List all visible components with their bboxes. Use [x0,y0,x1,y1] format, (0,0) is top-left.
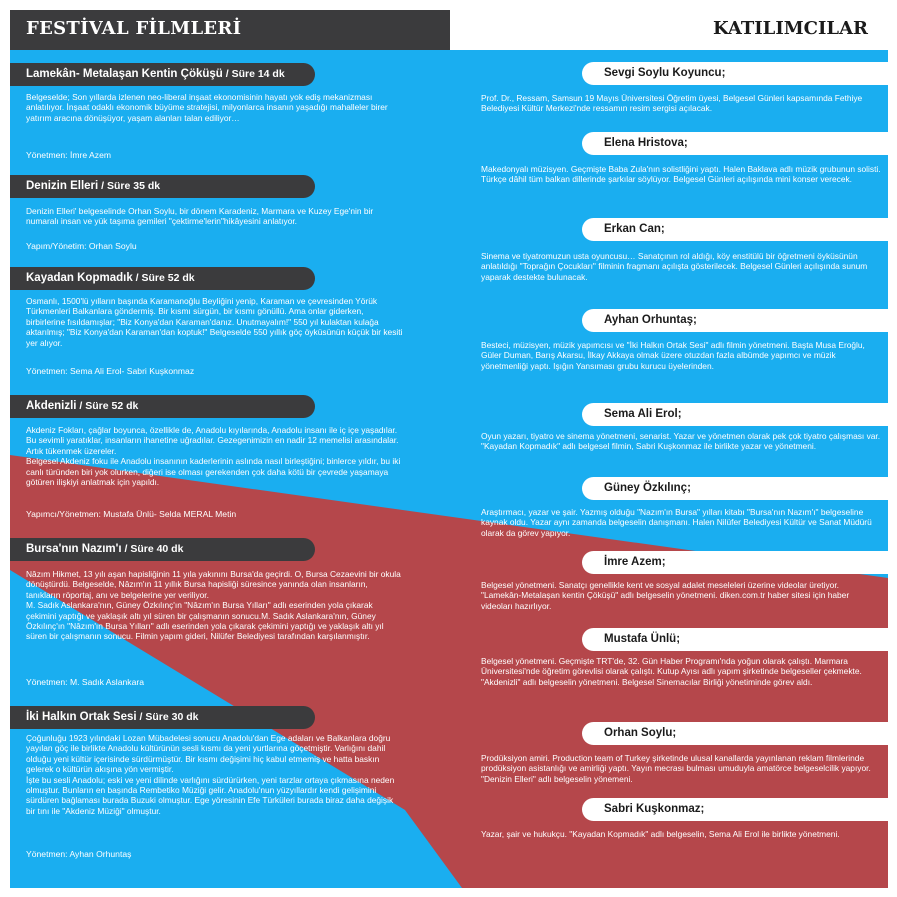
film-paragraph: Osmanlı, 1500'lü yılların başında Karamanoğlu Beyliğini yenip, Karaman ve çevresinden Yörük Türkmenleri Balkanlara göndermiş. Bir kısmı sürgün, bir kısmı gönüllü. Ama onlar giderken, birbirlerine fısıldamışlar; "Biz Konya'dan Karaman'danız. Unutmayalım!" 550 yıl kulaktan kulağa aktarılmış; "Biz Konya'dan Karaman'dan koptuk!" Belgeselde 550 yıllık göç öyküsünün küçük bir kesiti yer alıyor. [26,296,403,348]
film-paragraph: Çoğunluğu 1923 yılındaki Lozan Mübadelesi sonucu Anadolu'dan Ege adaları ve Balkanlara doğru yayılan göç ile birlikte Anadolu kültürünün sesli kısmı da yeni yurtlarına göçetmiştir. Varlığını dahil olduğu yeni kültür içerisinde sürdürmüştür. Bir kısmı değişimi hiç kabul etmemiş ve hatta baskın gelerek o kültürün akışına yön vermiştir. [26,733,391,775]
film-title-bar [10,63,315,86]
film-description [26,569,404,642]
film-title: Kayadan Kopmadık [26,272,133,284]
film-paragraph: Akdeniz Fokları, çağlar boyunca, özellikle de, Anadolu kıyılarında, Anadolu insanı ile iç içe yaşadılar. Bu sevimli yaratıklar, insanların ihanetine uğradılar. Gezegenimizin en nadir 12 memelisi arasındalar. Artık tükenmek üzereler. [26,425,399,456]
participant-bio: Araştırmacı, yazar ve şair. Yazmış olduğu "Nazım'ın Bursa" yılları kitabı "Bursa'nın Nazım'ı" belgeseline kaynak oldu. Yazar aynı zamanda belgeselin danışmanı. Halen Nilüfer Belediyesi Kültür ve Sanat Müdürü olarak da görev yapıyor. [481,507,872,538]
film-title: Akdenizli [26,400,77,412]
participant-name: Ayhan Orhuntaş; [604,314,697,326]
participant-name: İmre Azem; [604,556,666,568]
film-credit: Yönetmen: Sema Ali Erol- Sabri Kuşkonmaz [26,366,195,376]
film-title-bar [10,706,315,729]
film-credit: Yönetmen: İmre Azem [26,150,112,160]
participant-name: Güney Özkılınç; [604,482,691,494]
participant-bio: Belgesel yönetmeni. Sanatçı genellikle kent ve sosyal adalet meseleleri üzerine videolar üretiyor. "Lamekân-Metalaşan kentin Çöküşü" adlı belgeselin yönetmeni. diken.com.tr haber sitesi için haber videoları hazırlıyor. [481,580,850,611]
participant-name: Sevgi Soylu Koyuncu; [604,67,726,79]
film-title: İki Halkın Ortak Sesi [26,711,137,723]
participant-name-bar [582,309,888,332]
participant-bio: Sinema ve tiyatromuzun usta oyuncusu… Sanatçının rol aldığı, köy enstitülü bir öğretmeni öyküsünün anlatıldığı "Toprağın Çocukları" filminin fragmanı açılışta gösterilecek. Belgesel Günleri açılışında sunum yaparak destekte bulunacak. [481,251,868,282]
participant-bio: Makedonyalı müzisyen. Geçmişte Baba Zula'nın solistliğini yaptı. Halen Baklava adlı müzik grubunun solisti. Türkçe dâhil tüm balkan dillerinde şarkılar söylüyor. Belgesel Günleri açılışında mini konser verecek. [481,164,881,185]
film-paragraph: Nâzım Hikmet, 13 yılı aşan hapisliğinin 11 yıla yakınını Bursa'da geçirdi. O, Bursa Cezaevini bir okula dönüştürdü. Belgeselde, Nâzım'ın 11 yıllık Bursa hapisliği süresince yanında olan insanların, tanıkların röportaj, anı ve belgelerine yer veriliyor. [26,569,401,600]
film-title: Bursa'nın Nazım'ı [26,543,122,555]
participant-bio: Besteci, müzisyen, müzik yapımcısı ve "İki Halkın Ortak Sesi" adlı filmin yönetmeni. Başta Musa Eroğlu, Güler Duman, Barış Akarsu, İlkay Akkaya olmak üzere otuzdan fazla albümde yapımcı ve müzik yönetmenliği yaptı. Işığın Yansıması grubu kurucu üyelerinden. [481,340,865,371]
participant-name-bar [582,722,888,745]
participant-name-bar [582,798,888,821]
film-description [26,206,404,227]
participant-bio: Belgesel yönetmeni. Geçmişte TRT'de, 32. Gün Haber Programı'nda yoğun olarak çalıştı. Marmara Üniversitesi'nde öğretim görevlisi olarak çalıştı. Kutup Ayısı adlı yapım şirketinde belgeseller çekmekte. "Akdenizli" adlı belgeselin yönetmeni. Belgesel Sinemacılar Birliği yönetiminde görev aldı. [481,656,862,687]
film-description [26,733,404,816]
film-title-bar [10,175,315,198]
film-description [26,425,404,487]
participants-title: KATILIMCILAR [712,18,868,39]
participant-name: Erkan Can; [604,223,665,235]
festival-films-title: FESTİVAL FİLMLERİ [26,18,242,39]
participant-name-bar [582,403,888,426]
participant-name-bar [582,477,888,500]
film-duration: / Süre 14 dk [222,68,285,80]
festival-films-header [10,10,450,50]
film-paragraph: M. Sadık Aslankara'nın, Güney Özkılınç'ın "Nâzım'ın Bursa Yılları" adlı eserinden yola çıkarak çekimini yaptığı ve yaklaşık altı yıl süren bir çalışmanın sonucu.M. Sadık Aslankara'nın, Güney Özkılınç'ın "Nâzım'ın Bursa Yılları" adlı eserinden yola çıkarak çekimini yaptığı ve yaklaşık altı yıl süren bir çalışmanın sonucu. Filmin yapım gideri, Nilüfer Belediyesi tarafından karşılanmıştır. [26,600,384,642]
film-title-bar [10,538,315,561]
film-title: Lamekân- Metalaşan Kentin Çöküşü [26,68,223,80]
participants-header [450,10,888,50]
participant-name-bar [582,132,888,155]
film-paragraph: İşte bu sesli Anadolu; eski ve yeni dilinde varlığını sürdürürken, yeni tarzlar ortaya çıkmasına neden olmuştur. Bunların en başında Rembetiko Müziği gelir. Anadolu'nun yüzyıllardır kendi gelişimini sürdüren bağlaması burada Buzuki olmuştur. Ege yöresinin Efe Türküleri burada biraz daha değişik bir tını ile "Akdeniz Müziği" olmuştur. [26,774,395,816]
participant-name: Orhan Soylu; [604,727,677,739]
film-credit: Yapım/Yönetim: Orhan Soylu [26,241,137,251]
film-title-bar [10,395,315,418]
film-description [26,92,404,123]
participant-name-bar [582,628,888,651]
film-paragraph: Belgeselde; Son yıllarda izlenen neo-liberal inşaat ekonomisinin hayatı yok ediş mekanizması anlatılıyor. İnşaat odaklı ekonomik büyüme stratejisi, milyonlarca insanın yaşadığı mahalleler birer yatırım aracına dönüşüyor, yaşam alanları talan ediliyor… [26,92,388,123]
participant-bio: Prof. Dr., Ressam, Samsun 19 Mayıs Üniversitesi Öğretim üyesi, Belgesel Günleri kapsamında Fethiye Belediyesi Kültür Merkezi'nde ressamın resim sergisi açılacak. [481,93,863,114]
film-duration: / Süre 40 dk [121,543,184,555]
participant-name: Mustafa Ünlü; [604,633,681,645]
film-credit: Yönetmen: M. Sadık Aslankara [26,677,144,687]
film-credit: Yönetmen: Ayhan Orhuntaş [26,849,132,859]
participant-bio: Oyun yazarı, tiyatro ve sinema yönetmeni, senarist. Yazar ve yönetmen olarak pek çok tiyatro çalışması var. "Kayadan Kopmadık" adlı belgesel filmin, Sabri Kuşkonmaz ile birlikte yazar ve yönetmeni. [481,431,881,452]
film-duration: / Süre 35 dk [98,180,161,192]
participant-bio: Yazar, şair ve hukukçu. "Kayadan Kopmadık" adlı belgeselin, Sema Ali Erol ile birlikte yönetmeni. [481,829,840,839]
participant-name-bar [582,551,888,574]
participant-name: Sabri Kuşkonmaz; [604,803,705,815]
film-duration: / Süre 30 dk [136,711,199,723]
participant-name: Elena Hristova; [604,137,688,149]
film-duration: / Süre 52 dk [132,272,195,284]
film-title-bar [10,267,315,290]
participant-name-bar [582,62,888,85]
participant-name: Sema Ali Erol; [604,408,682,420]
film-paragraph: Denizin Elleri' belgeselinde Orhan Soylu, bir dönem Karadeniz, Marmara ve Kuzey Ege'nin bir numaralı insan ve yük taşıma gemileri "çektirme'lerin"hikâyesini anlatıyor. [26,206,374,227]
film-title: Denizin Elleri [26,180,99,192]
film-duration: / Süre 52 dk [76,400,139,412]
film-credit: Yapımcı/Yönetmen: Mustafa Ünlü- Selda MERAL Metin [26,509,237,519]
participant-bio: Prodüksiyon amiri. Production team of Turkey şirketinde ulusal kanallarda yayınlanan reklam filmlerinde prodüksiyon asistanlığı ve amirliği yaptı. Yayın mecrası bulması umuduyla amatörce belgeselcilik yapıyor. "Denizin Elleri" adlı belgeselin yönemeni. [481,753,871,784]
participant-name-bar [582,218,888,241]
film-paragraph: Belgesel Akdeniz foku ile Anadolu insanının kaderlerinin aslında nasıl birleştiğini; binlerce yıldır, bu iki canlı türünden biri yok olurken, diğeri ise olması gerekenden çok daha kötü bir çevrede yaşamaya götüren ilişkiyi anlatmak için yapıldı. [26,456,401,488]
film-description [26,296,404,348]
